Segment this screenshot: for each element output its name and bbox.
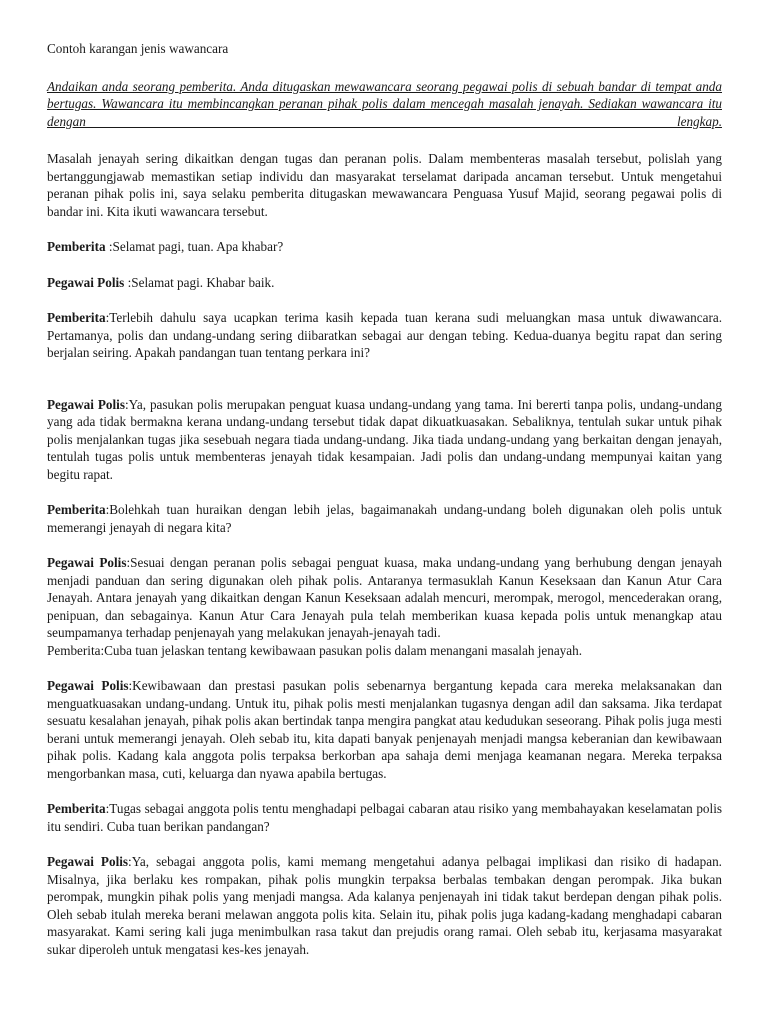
speaker-label: Pemberita: [47, 502, 106, 517]
dialogue-text: :Ya, sebagai anggota polis, kami memang mengetahui adanya pelbagai implikasi dan risiko di hadapan. Misalnya, jika berlaku kes rompakan, pihak polis mungkin terpaksa berbalas tembakan dengan perompak. Jika bukan perompak, mungkin pihak polis yang menjadi mangsa. Ada kalanya penjenayah ini tidak takut berdepan dengan pihak polis. Oleh sebab itulah mereka berani melawan anggota polis kita. Selain itu, pihak polis juga kadang-kadang menghadapi cabaran masyarakat. Kami sering kali juga menimbulkan rasa takut dan prejudis orang ramai. Oleh sebab itu, kerjasama masyarakat sukar diperoleh untuk mengatasi kes-kes jenayah.: [47, 854, 722, 957]
speaker-label: Pegawai Polis: [47, 396, 125, 412]
dialogue-text: :Sesuai dengan peranan polis sebagai penguat kuasa, maka undang-undang yang berhubung dengan jenayah menjadi panduan dan sering digunakan oleh pihak polis. Antaranya termasuklah Kanun Keseksaan dan Kanun Atur Cara Jenayah. Antara jenayah yang dikaitkan dengan Kanun Keseksaan adalah mencuri, merompak, merogol, mencederakan orang, penipuan, dan sebagainya. Kanun Atur Cara Jenayah pula telah memberikan kuasa kepada polis untuk menangkap atau seumpamanya terhadap penjenayah yang melakukan jenayah-jenayah tadi.: [47, 555, 722, 640]
speaker-label: Pegawai Polis: [47, 854, 129, 869]
speaker-label: Pemberita: [47, 801, 106, 816]
speaker-label: Pemberita: [47, 239, 106, 254]
dialogue-line: [47, 238, 722, 256]
dialogue-line: [47, 800, 722, 835]
speaker-label: Pegawai Polis: [47, 274, 125, 290]
document-title: Contoh karangan jenis wawancara: [47, 41, 229, 56]
inline-question: Pemberita:Cuba tuan jelaskan tentang kewibawaan pasukan polis dalam menangani masalah jenayah.: [47, 642, 583, 658]
dialogue-text: :Kewibawaan dan prestasi pasukan polis sebenarnya bergantung kepada cara mereka melaksanakan dan menguatkuasakan undang-undang. Untuk itu, pihak polis mesti menjalankan tugasnya dengan adil dan saksama. Jika terdapat sesuatu kesalahan jenayah, pihak polis akan bertindak tanpa mengira pangkat atau kedudukan seseorang. Pihak polis juga mesti berani untuk memerangi jenayah. Oleh sebab itu, kita dapati banyak penjenayah menjadi mangsa keberanian dan kewibawaan pihak polis. Kadang kala anggota polis terpaksa berkorban apa sahaja demi menjaga keamanan negara. Mereka terpaksa mengorbankan masa, cuti, keluarga dan nyawa apabila bertugas.: [47, 678, 722, 781]
intro-paragraph: Masalah jenayah sering dikaitkan dengan tugas dan peranan polis. Dalam membenteras masalah tersebut, polislah yang bertanggungjawab memastikan setiap individu dan masyarakat terselamat daripada ancaman tersebut. Untuk mengetahui peranan pihak polis ini, saya selaku pemberita ditugaskan mewawancara Penguasa Yusuf Majid, seorang pegawai polis di bandar ini. Kita ikuti wawancara tersebut.: [47, 151, 722, 219]
dialogue-text: :Ya, pasukan polis merupakan penguat kuasa undang-undang yang tama. Ini bererti tanpa polis, undang-undang yang ada tidak bermakna kerana undang-undang tersebut tidak dapat dikuatkuasakan. Sebaliknya, tentulah sukar untuk pihak polis menjalankan tugas jika sesebuah negara tiada undang-undang. Jika tiada undang-undang yang berkaitan dengan jenayah, tentulah tugas polis untuk membenteras jenayah tidak kesampaian. Jadi polis dan undang-undang mempunyai kaitan yang begitu rapat.: [47, 396, 722, 482]
task-statement: Andaikan anda seorang pemberita. Anda ditugaskan mewawancara seorang pegawai polis di sebuah bandar di tempat anda bertugas. Wawancara itu membincangkan peranan pihak polis dalam mencegah masalah jenayah. Sediakan wawancara itu dengan lengkap.: [47, 78, 722, 129]
dialogue-line: [47, 554, 722, 642]
dialogue-text: :Terlebih dahulu saya ucapkan terima kasih kepada tuan kerana sudi meluangkan masa untuk diwawancara. Pertamanya, polis dan undang-undang sering diibaratkan sebagai aur dengan tebing. Kedua-duanya begitu rapat dan sering berjalan seiring. Apakah pandangan tuan tentang perkara ini?: [47, 310, 722, 360]
dialogue-line: [47, 274, 722, 292]
dialogue-line: [47, 501, 722, 536]
dialogue-line: [47, 853, 722, 958]
dialogue-text: :Selamat pagi, tuan. Apa khabar?: [105, 239, 284, 254]
dialogue-text: :Tugas sebagai anggota polis tentu menghadapi pelbagai cabaran atau risiko yang membahayakan keselamatan polis itu sendiri. Cuba tuan berikan pandangan?: [47, 801, 722, 834]
dialogue-text: :Bolehkah tuan huraikan dengan lebih jelas, bagaimanakah undang-undang boleh digunakan oleh polis untuk memerangi jenayah di negara kita?: [47, 502, 722, 535]
dialogue-line: [47, 309, 722, 362]
dialogue-line: [47, 677, 722, 782]
speaker-label: Pegawai Polis: [47, 555, 127, 570]
speaker-label: Pegawai Polis: [47, 678, 129, 693]
dialogue-text: :Selamat pagi. Khabar baik.: [124, 274, 275, 290]
speaker-label: Pemberita: [47, 310, 106, 325]
dialogue-line: [47, 396, 722, 484]
document-page: [47, 40, 722, 976]
